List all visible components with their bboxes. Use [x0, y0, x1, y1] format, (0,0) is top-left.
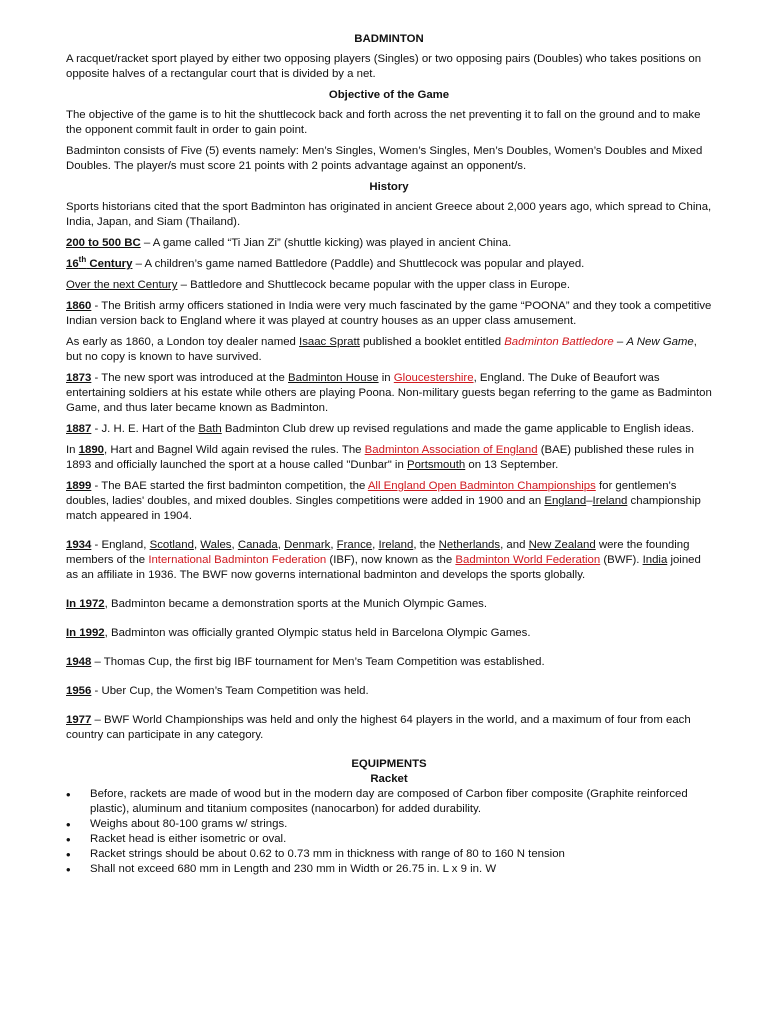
history-text: – BWF World Championships was held and only the highest 64 players in the world, and a maximum of four from each country can participate in any category.: [66, 714, 691, 741]
isaac-spratt-link[interactable]: Isaac Spratt: [299, 336, 360, 348]
history-text: - England,: [91, 539, 150, 551]
history-text: - The BAE started the first badminton competition, the: [91, 480, 368, 492]
badminton-house-link[interactable]: Badminton House: [288, 372, 379, 384]
history-text: - The British army officers stationed in India were very much fascinated by the game “POONA” and they took a competitive Indian version back to England where it was played at country houses as an upper class amusement.: [66, 300, 712, 327]
list-item: • Racket strings should be about 0.62 to 0.73 mm in thickness with range of 80 to 160 N tension: [66, 847, 712, 862]
history-text: , Badminton became a demonstration sports at the Munich Olympic Games.: [104, 598, 488, 610]
history-item-1977: [66, 713, 712, 743]
history-item-next-century: [66, 278, 712, 293]
history-text: in: [378, 372, 394, 384]
history-item-isaac-spratt: [66, 335, 712, 365]
history-text: (BWF).: [600, 554, 643, 566]
history-date: 1860: [66, 300, 92, 312]
history-item-200bc: [66, 236, 712, 251]
history-date: In 1972: [66, 598, 105, 610]
history-text: joined as an affiliate in 1936. The BWF now governs international badminton and develops the sports globally.: [66, 554, 701, 581]
dash: –: [613, 336, 627, 348]
history-text: – A children’s game named Battledore (Paddle) and Shuttlecock was popular and played.: [132, 258, 585, 270]
history-date: 1890: [78, 444, 105, 456]
history-text: , Hart and Bagnel Wild again revised the rules. The: [104, 444, 365, 456]
scotland-link[interactable]: Scotland: [149, 539, 194, 551]
india-link[interactable]: India: [642, 554, 668, 566]
bwf-link[interactable]: Badminton World Federation: [455, 554, 601, 566]
bath-link[interactable]: Bath: [198, 423, 222, 435]
page-title: BADMINTON: [354, 33, 424, 45]
list-item: • Shall not exceed 680 mm in Length and 230 mm in Width or 26.75 in. L x 9 in. W: [66, 862, 712, 877]
racket-list: [66, 787, 712, 877]
bae-link[interactable]: Badminton Association of England: [364, 444, 538, 456]
history-date: [66, 255, 133, 270]
all-england-link[interactable]: All England Open Badminton Championships: [367, 480, 596, 492]
england-link[interactable]: England: [544, 495, 587, 507]
list-item: • Before, rackets are made of wood but in the modern day are composed of Carbon fiber composite (Graphite reinforced plastic), aluminum and titanium composites (nanocarbon) for added durability.: [66, 787, 712, 817]
ibf-link[interactable]: International Badminton Federation: [148, 554, 327, 566]
history-intro: Sports historians cited that the sport Badminton has originated in ancient Greece about 2,000 years ago, which spread to China, India, Japan, and Siam (Thailand).: [66, 201, 712, 228]
history-date: 1956: [66, 685, 92, 697]
history-item-1890: [66, 443, 712, 473]
history-text: , the: [413, 539, 439, 551]
history-date: 1977: [66, 714, 92, 726]
history-text: for gentlemen's doubles, ladies' doubles, and mixed doubles. Singles competitions were added in 1900 and an: [66, 480, 677, 507]
history-text: , but no copy is known to have survived.: [66, 336, 697, 363]
ireland-link[interactable]: Ireland: [378, 539, 414, 551]
history-text: , and: [500, 539, 529, 551]
new-zealand-link[interactable]: New Zealand: [528, 539, 596, 551]
list-item: • Racket head is either isometric or oval.: [66, 832, 712, 847]
history-text: (BAE) published these rules in 1893 and officially launched the sport at a house called "Dunbar" in: [66, 444, 694, 471]
gloucestershire-link[interactable]: Gloucestershire: [393, 372, 474, 384]
history-text: on 13 September.: [465, 459, 559, 471]
history-date: 200 to 500 BC: [66, 237, 141, 249]
book-subtitle: A New Game: [626, 336, 694, 348]
list-item: • Weighs about 80-100 grams w/ strings.: [66, 817, 712, 832]
portsmouth-link[interactable]: Portsmouth: [406, 459, 466, 471]
history-date: Over the next Century: [66, 279, 178, 291]
history-text: - Uber Cup, the Women’s Team Competition was held.: [91, 685, 369, 697]
equipments-heading: EQUIPMENTS: [351, 758, 427, 770]
history-date: 1887: [66, 423, 92, 435]
intro-paragraph: A racquet/racket sport played by either two opposing players (Singles) or two opposing pairs (Doubles) who takes positions on opposite halves of a rectangular court that is divided by a net.: [66, 53, 702, 80]
canada-link[interactable]: Canada: [237, 539, 278, 551]
wales-link[interactable]: Wales: [200, 539, 232, 551]
france-link[interactable]: France: [336, 539, 373, 551]
history-text: - J. H. E. Hart of the: [91, 423, 199, 435]
denmark-link[interactable]: Denmark: [284, 539, 331, 551]
objective-paragraph-1: The objective of the game is to hit the shuttlecock back and forth across the net preventing it to fall on the ground and to make the opponent commit fault in order to gain point.: [66, 109, 701, 136]
book-title: Badminton Battledore: [504, 336, 614, 348]
history-item-1899: [66, 479, 712, 524]
history-item-1992: [66, 626, 712, 641]
objective-paragraph-2: Badminton consists of Five (5) events namely: Men’s Singles, Women’s Singles, Men’s Doubles, Women’s Doubles and Mixed Doubles. The player/s must score 21 points with 2 points advantage against an opponent/s.: [66, 145, 703, 172]
history-date: 1899: [66, 480, 92, 492]
history-item-1956: [66, 684, 712, 699]
history-item-1860: [66, 299, 712, 329]
history-item-1934: 1934 - England, Scotland, Wales, Canada, Denmark, France, Ireland, the Netherlands, and New Zealand were the founding members of the International Badminton Federation (IBF), now known as the Badminton World Federation (BWF). India joined as an affiliate in 1936. The BWF now governs international badminton and develops the sports globally.: [66, 539, 701, 581]
history-text: – Battledore and Shuttlecock became popular with the upper class in Europe.: [177, 279, 571, 291]
objective-heading: Objective of the Game: [328, 89, 450, 101]
history-text: In: [66, 444, 79, 456]
history-text: , Badminton was officially granted Olympic status held in Barcelona Olympic Games.: [104, 627, 531, 639]
history-text: championship match appeared in 1904.: [66, 495, 701, 522]
history-date: 1948: [66, 656, 92, 668]
history-item-1972: [66, 597, 712, 612]
netherlands-link[interactable]: Netherlands: [438, 539, 501, 551]
history-text: - The new sport was introduced at the: [91, 372, 289, 384]
date-number: 16: [66, 258, 79, 270]
history-text: – A game called “Ti Jian Zi” (shuttle kicking) was played in ancient China.: [140, 237, 512, 249]
history-item-1873: [66, 371, 712, 416]
date-rest: Century: [86, 258, 133, 270]
history-text: published a booklet entitled: [359, 336, 505, 348]
ireland-link[interactable]: Ireland: [592, 495, 628, 507]
history-text: were the founding members of the: [66, 539, 690, 566]
history-item-1887: [66, 422, 712, 437]
history-heading: History: [369, 181, 409, 193]
history-text: – Thomas Cup, the first big IBF tournament for Men’s Team Competition was established.: [91, 656, 545, 668]
history-text: (IBF), now known as the: [326, 554, 456, 566]
date-superscript: th: [78, 255, 87, 265]
history-text: As early as 1860, a London toy dealer named: [66, 336, 300, 348]
history-date: In 1992: [66, 627, 105, 639]
history-date: 1873: [66, 372, 92, 384]
history-text: , England. The Duke of Beaufort was entertaining soldiers at his estate while others are playing Poona. Non-military guests began referring to the game as Badminton Game, and thus later became known as Badminton.: [66, 372, 712, 414]
history-text: Badminton Club drew up revised regulations and made the game applicable to English ideas.: [221, 423, 695, 435]
history-date: 1934: [66, 539, 92, 551]
history-item-16th-century: [66, 257, 712, 272]
history-item-1948: [66, 655, 712, 670]
dash: –: [586, 495, 593, 507]
racket-heading: Racket: [370, 773, 408, 785]
